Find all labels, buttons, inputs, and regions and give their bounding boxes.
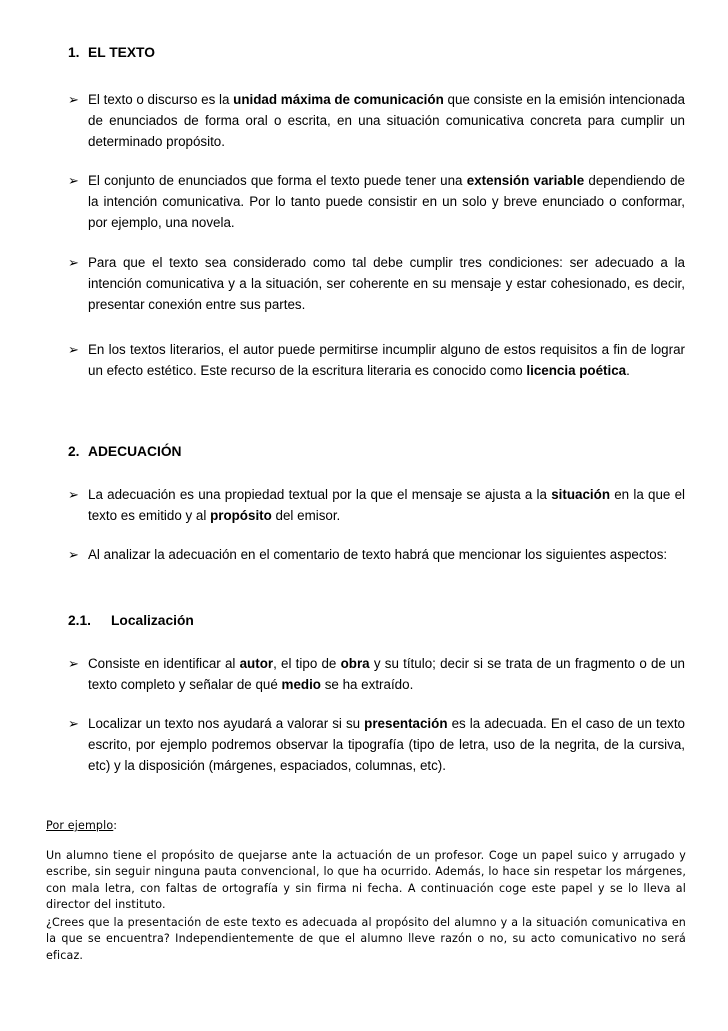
heading-title: EL TEXTO (88, 45, 155, 60)
bullet-text: La adecuación es una propiedad textual por la que el mensaje se ajusta a la situación en la que el texto es emitido y al propósito del emisor. (88, 487, 685, 523)
arrow-bullet-icon: ➢ (68, 255, 79, 270)
example-label-line (46, 818, 686, 834)
heading-title: ADECUACIÓN (88, 444, 182, 459)
bold-term: licencia poética (526, 363, 627, 378)
bullet-2-1-2 (68, 713, 685, 776)
arrow-bullet-icon: ➢ (68, 92, 79, 107)
heading-number: 2.1. (68, 613, 92, 628)
bullet-2-1-1 (68, 653, 685, 695)
section-heading-1 (68, 42, 155, 63)
bullet-1-1 (68, 89, 685, 152)
bold-term: unidad máxima de comunicación (233, 92, 444, 107)
bullet-1-3 (68, 252, 685, 315)
bold-term: extensión variable (466, 173, 585, 188)
example-label: Por ejemplo (46, 819, 114, 832)
bullet-1-4 (68, 339, 685, 381)
bullet-text: Consiste en identificar al autor, el tipo de obra y su título; decir si se trata de un fragmento o de un texto completo y señalar de qué medio se ha extraído. (88, 656, 685, 692)
arrow-bullet-icon: ➢ (68, 547, 79, 562)
bullet-text: El conjunto de enunciados que forma el texto puede tener una extensión variable dependiendo de la intención comunicativa. Por lo tanto puede consistir en un solo y breve enunciado o conformar, por ejemplo, una novela. (88, 173, 685, 230)
bold-term: obra (340, 656, 370, 671)
example-label-suffix: : (113, 819, 118, 832)
arrow-bullet-icon: ➢ (68, 487, 79, 502)
arrow-bullet-icon: ➢ (68, 656, 79, 671)
arrow-bullet-icon: ➢ (68, 173, 79, 188)
section-heading-2-1 (68, 610, 194, 631)
heading-number: 1. (68, 45, 80, 60)
arrow-bullet-icon: ➢ (68, 342, 79, 357)
example-paragraph-2: ¿Crees que la presentación de este texto es adecuada al propósito del alumno y a la situación comunicativa en la que se encuentra? Independientemente de que el alumno lleve razón o no, su acto comunicativo no será eficaz. (46, 916, 686, 962)
section-heading-2 (68, 441, 182, 462)
bold-term: presentación (364, 716, 448, 731)
bullet-text: Para que el texto sea considerado como tal debe cumplir tres condiciones: ser adecuado a la intención comunicativa y a la situación, ser coherente en su mensaje y estar cohesionado, es decir, presentar conexión entre sus partes. (88, 255, 685, 312)
bullet-1-2 (68, 170, 685, 233)
bullet-2-1 (68, 484, 685, 526)
bold-term: autor (239, 656, 274, 671)
arrow-bullet-icon: ➢ (68, 716, 79, 731)
bullet-text: En los textos literarios, el autor puede permitirse incumplir alguno de estos requisitos a fin de lograr un efecto estético. Este recurso de la escritura literaria es conocido como licencia poética. (88, 342, 685, 378)
bullet-text: El texto o discurso es la unidad máxima de comunicación que consiste en la emisión intencionada de enunciados de forma oral o escrita, en una situación comunicativa concreta para cumplir un determinado propósito. (88, 92, 685, 149)
bold-term: situación (551, 487, 610, 502)
example-paragraph-1: Un alumno tiene el propósito de quejarse ante la actuación de un profesor. Coge un papel suico y arrugado y escribe, sin seguir ninguna pauta convencional, lo que ha ocurrido. Además, lo hace sin respetar los márgenes, con mala letra, con faltas de ortografía y sin firma ni fecha. A continuación coge este papel y se lo lleva al director del instituto. (46, 849, 686, 912)
bullet-text: Al analizar la adecuación en el comentario de texto habrá que mencionar los siguientes aspectos: (88, 547, 668, 562)
heading-title: Localización (111, 613, 194, 628)
bold-term: medio (281, 677, 321, 692)
heading-number: 2. (68, 444, 80, 459)
bold-term: propósito (210, 508, 272, 523)
bullet-2-2 (68, 544, 685, 565)
bullet-text: Localizar un texto nos ayudará a valorar si su presentación es la adecuada. En el caso de un texto escrito, por ejemplo podremos observar la tipografía (tipo de letra, uso de la negrita, de la cursiva, etc) y la disposición (márgenes, espaciados, columnas, etc). (88, 716, 685, 773)
